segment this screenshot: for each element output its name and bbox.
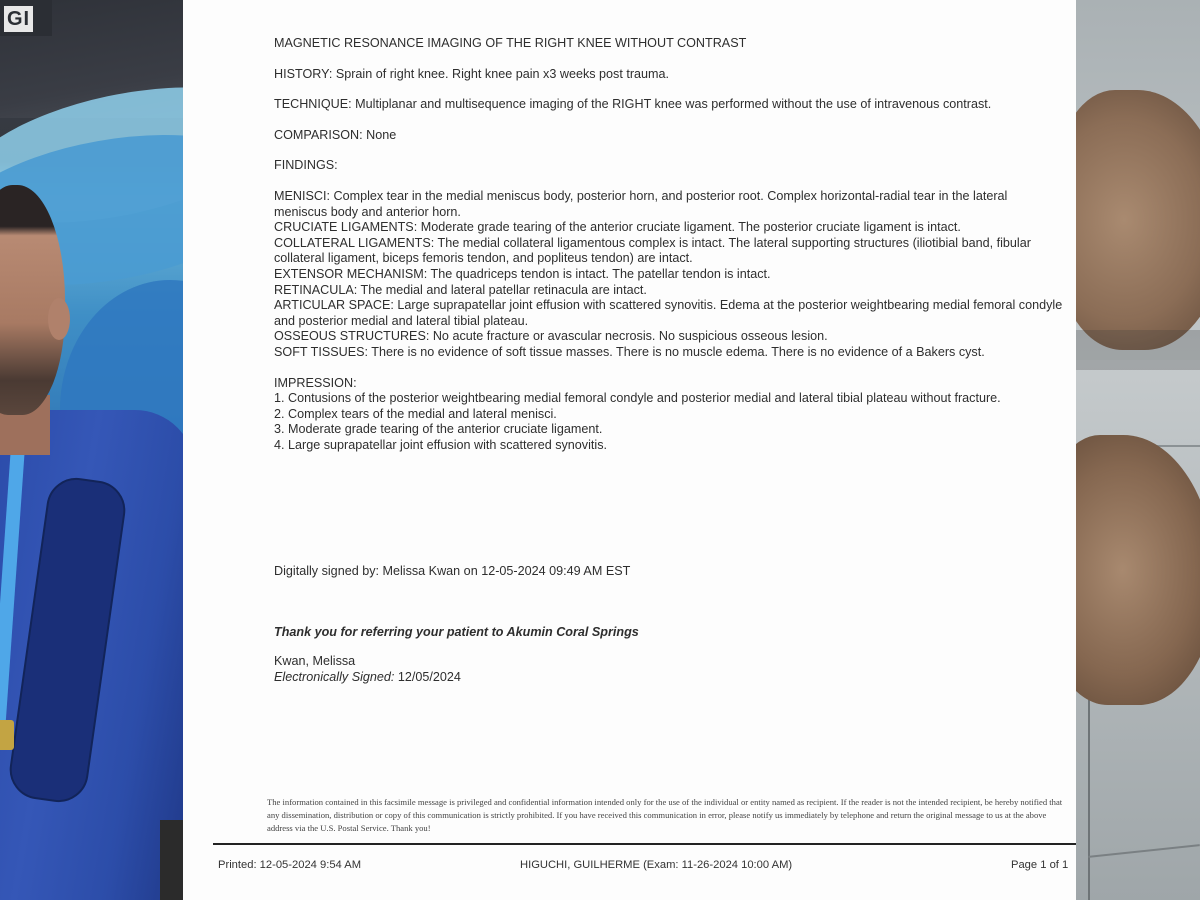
impression-list bbox=[274, 391, 1064, 453]
impression-heading: IMPRESSION: bbox=[274, 375, 357, 390]
findings-list bbox=[274, 189, 1064, 361]
electronic-signature bbox=[274, 670, 461, 686]
confidentiality-disclaimer: The information contained in this facsimile message is privileged and confidential information intended only for the use of the individual or entity named as recipient. If the reader is not the intended recipient, be hereby notified that any dissemination, distribution or copy of this communication is strictly prohibited. If you have received this communication in error, please notify us immediately by telephone and return the original message to us at the above address via the U.S. Postal Service. Thank you! bbox=[267, 797, 1063, 833]
finding-articular-space: ARTICULAR SPACE: Large suprapatellar joint effusion with scattered synovitis. Edema at the posterior weightbearing medial femoral condyle and posterior medial and lateral tibial plateau. bbox=[274, 298, 1063, 328]
technique-section: TECHNIQUE: Multiplanar and multisequence imaging of the RIGHT knee was performed without the use of intravenous contrast. bbox=[274, 97, 992, 112]
finding-extensor-mechanism: EXTENSOR MECHANISM: The quadriceps tendon is intact. The patellar tendon is intact. bbox=[274, 266, 771, 281]
signer-name: Kwan, Melissa bbox=[274, 654, 356, 668]
finding-soft-tissues: SOFT TISSUES: There is no evidence of soft tissue masses. There is no muscle edema. There is no evidence of a Bakers cyst. bbox=[274, 344, 985, 359]
digital-signature-line: Digitally signed by: Melissa Kwan on 12-05-2024 09:49 AM EST bbox=[274, 564, 631, 578]
referral-thanks: Thank you for referring your patient to Akumin Coral Springs bbox=[274, 625, 639, 639]
knee-leg-lower bbox=[1076, 435, 1200, 705]
impression-item: 3. Moderate grade tearing of the anterior cruciate ligament. bbox=[274, 422, 603, 437]
history-section: HISTORY: Sprain of right knee. Right knee pain x3 weeks post trauma. bbox=[274, 66, 670, 81]
es-label: Electronically Signed: bbox=[274, 669, 395, 684]
printed-date: Printed: 12-05-2024 9:54 AM bbox=[218, 859, 362, 871]
finding-retinacula: RETINACULA: The medial and lateral patellar retinacula are intact. bbox=[274, 282, 647, 297]
es-date: 12/05/2024 bbox=[397, 669, 461, 684]
impression-item: 1. Contusions of the posterior weightbearing medial femoral condyle and posterior medial and lateral tibial plateau without fracture. bbox=[274, 391, 1001, 406]
impression-item: 2. Complex tears of the medial and lateral menisci. bbox=[274, 406, 557, 421]
findings-heading: FINDINGS: bbox=[274, 158, 338, 173]
footer-divider bbox=[213, 843, 1076, 845]
page-number: Page 1 of 1 bbox=[1011, 859, 1069, 871]
left-athlete-photo bbox=[0, 0, 183, 900]
finding-osseous-structures: OSSEOUS STRUCTURES: No acute fracture or avascular necrosis. No suspicious osseous lesion. bbox=[274, 329, 828, 344]
medal bbox=[0, 720, 14, 750]
signer-block bbox=[274, 654, 461, 685]
right-knee-photo bbox=[1076, 0, 1200, 900]
event-logo-text: GI bbox=[4, 6, 33, 32]
report-title: MAGNETIC RESONANCE IMAGING OF THE RIGHT KNEE WITHOUT CONTRAST bbox=[274, 36, 747, 50]
impression-item: 4. Large suprapatellar joint effusion with scattered synovitis. bbox=[274, 437, 607, 452]
finding-menisci: MENISCI: Complex tear in the medial meniscus body, posterior horn, and posterior root. Complex horizontal-radial tear in the lateral meniscus body and anterior horn. bbox=[274, 188, 1008, 219]
patient-exam-info: HIGUCHI, GUILHERME (Exam: 11-26-2024 10:00 AM) bbox=[520, 859, 793, 871]
mri-report-document bbox=[183, 0, 1076, 900]
finding-collateral-ligaments: COLLATERAL LIGAMENTS: The medial collateral ligamentous complex is intact. The lateral supporting structures (iliotibial band, fibular collateral ligament, biceps femoris tendon, and popliteus tendon) are intact. bbox=[274, 235, 1031, 266]
knee-leg-upper bbox=[1076, 90, 1200, 350]
finding-cruciate-ligaments: CRUCIATE LIGAMENTS: Moderate grade tearing of the anterior cruciate ligament. The posterior cruciate ligament is intact. bbox=[274, 220, 961, 235]
event-logo bbox=[0, 0, 52, 36]
comparison-section: COMPARISON: None bbox=[274, 127, 397, 142]
